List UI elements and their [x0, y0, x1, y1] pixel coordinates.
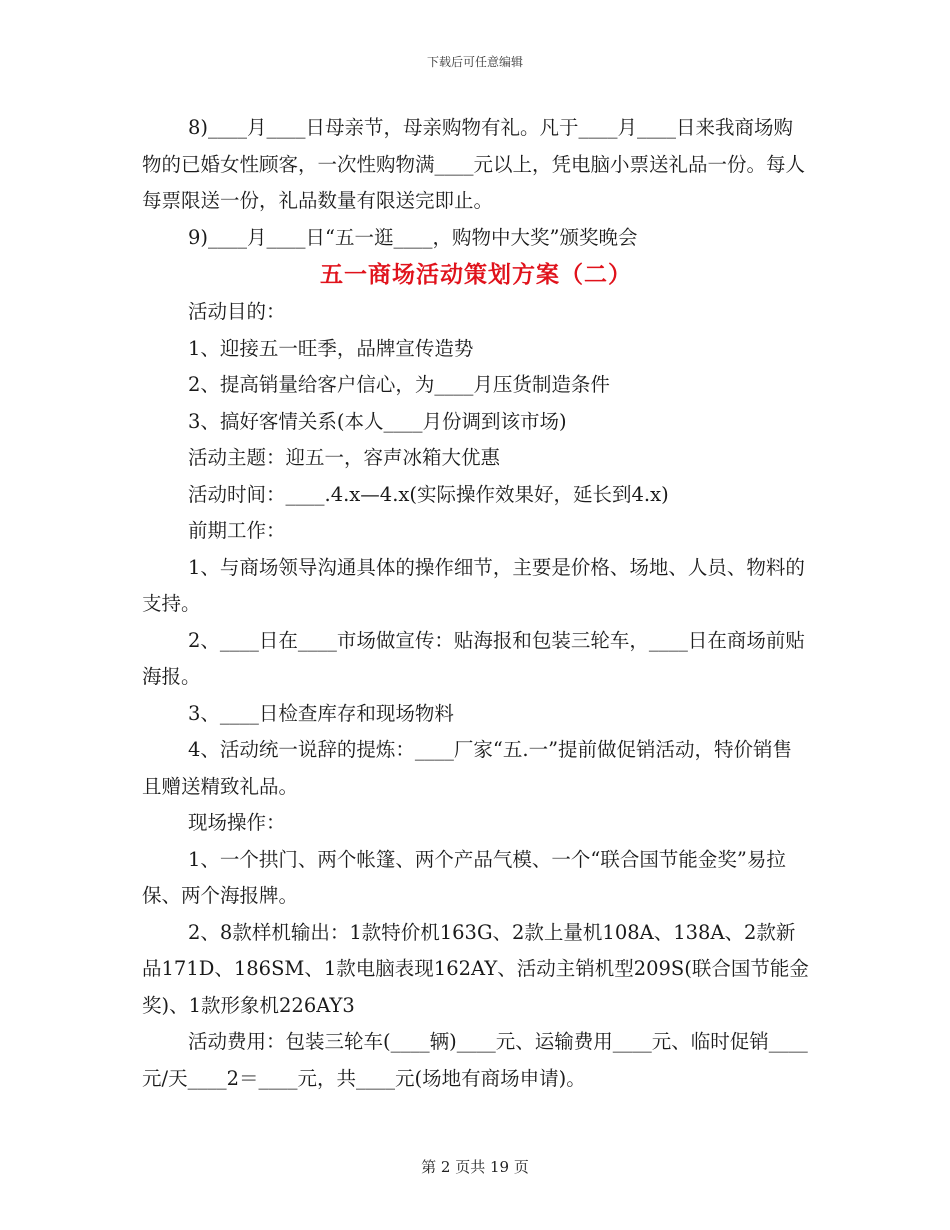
- prep-item-4: 4、活动统一说辞的提炼：____厂家“五.一”提前做促销活动，特价销售且赠送精致礼品。: [142, 738, 793, 798]
- goal-item-3: 3、搞好客情关系(本人____月份调到该市场): [188, 409, 567, 433]
- activity-cost: 活动费用：包装三轮车(____辆)____元、运输费用____元、临时促销____元/天____2＝____元，共____元(场地有商场申请)。: [142, 1030, 808, 1090]
- document-body: [142, 110, 810, 1097]
- prep-item-1: 1、与商场领导沟通具体的操作细节，主要是价格、场地、人员、物料的支持。: [142, 555, 805, 615]
- goal-label: 活动目的：: [188, 300, 286, 323]
- onsite-label: 现场操作：: [188, 811, 286, 834]
- page-footer: 第 2 页共 19 页: [421, 1158, 529, 1176]
- prep-label: 前期工作：: [188, 519, 286, 542]
- goal-item-2: 2、提高销量给客户信心，为____月压货制造条件: [188, 373, 610, 396]
- activity-time: 活动时间：____.4.x—4.x(实际操作效果好，延长到4.x): [188, 482, 669, 506]
- onsite-item-2: 2、8款样机输出：1款特价机163G、2款上量机108A、138A、2款新品171D、186SM、1款电脑表现162AY、活动主销机型209S(联合国节能金奖)、1款形象机226AY3: [142, 920, 809, 1017]
- paragraph-item-9: 9)____月____日“五一逛____，购物中大奖”颁奖晚会: [188, 225, 638, 249]
- paragraph-item-8: 8)____月____日母亲节，母亲购物有礼。凡于____月____日来我商场购物的已婚女性顾客，一次性购物满____元以上，凭电脑小票送礼品一份。每人每票限送一份，礼品数量有限送完即止。: [142, 116, 806, 212]
- goal-item-1: 1、迎接五一旺季，品牌宣传造势: [188, 336, 474, 360]
- onsite-item-1: 1、一个拱门、两个帐篷、两个产品气模、一个“联合国节能金奖”易拉保、两个海报牌。: [142, 847, 786, 907]
- activity-theme: 活动主题：迎五一，容声冰箱大优惠: [188, 446, 501, 469]
- prep-item-3: 3、____日检查库存和现场物料: [188, 701, 454, 725]
- page-header: 下载后可任意编辑: [426, 55, 523, 69]
- section-title: 五一商场活动策划方案（二）: [320, 261, 632, 288]
- prep-item-2: 2、____日在____市场做宣传：贴海报和包装三轮车，____日在商场前贴海报。: [142, 628, 805, 688]
